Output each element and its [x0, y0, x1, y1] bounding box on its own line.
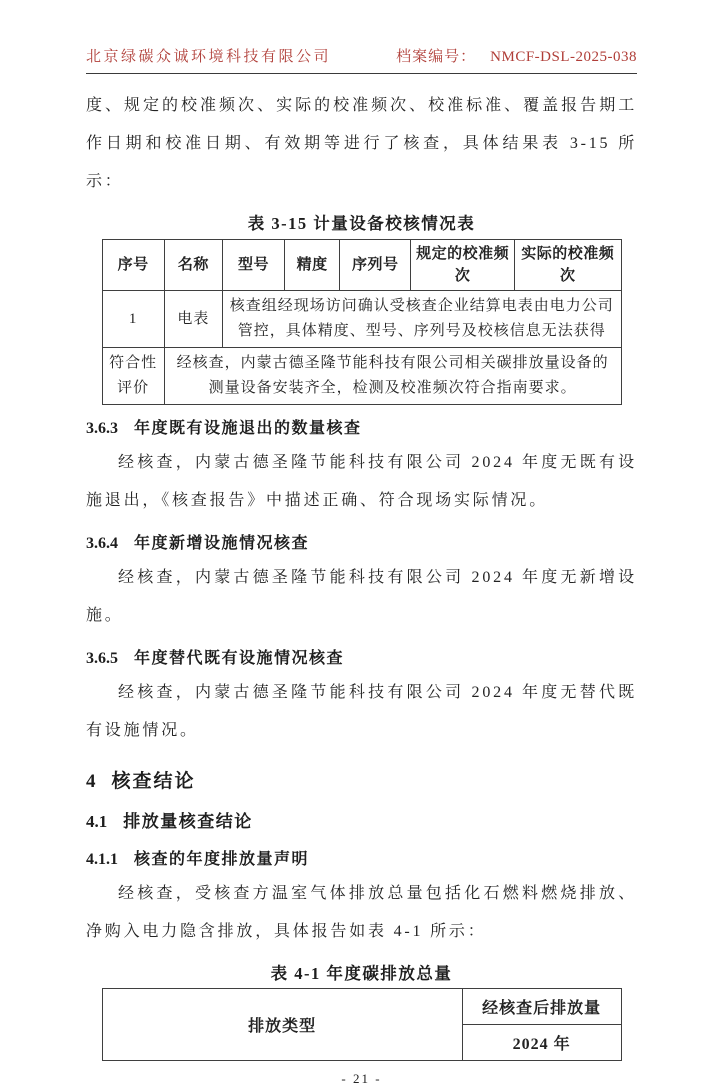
section-title: 年度新增设施情况核查 [134, 535, 310, 552]
table-4-1-title: 表 4-1 年度碳排放总量 [270, 964, 453, 983]
section-heading-3-6-3 [86, 415, 637, 438]
table-3-15-header-row [102, 240, 621, 291]
table-3-15-row2-note: 经核查，内蒙古德圣隆节能科技有限公司相关碳排放量设备的测量设备安装齐全，检测及校准频次符合指南要求。 [164, 348, 621, 405]
section-title: 核查结论 [111, 771, 196, 792]
section-number: 4 [86, 771, 96, 792]
section-number: 3.6.3 [86, 420, 118, 437]
section-4-1-1-paragraph: 经核查，受核查方温室气体排放总量包括化石燃料燃烧排放、净购入电力隐含排放，具体报告如表 4-1 所示： [86, 885, 637, 940]
header-archive-label: 档案编号： [396, 49, 477, 65]
section-number: 3.6.4 [86, 535, 118, 552]
section-number: 4.1 [86, 812, 108, 831]
table-3-15-header-model: 型号 [222, 240, 284, 291]
header-archive [396, 45, 637, 66]
page-footer [0, 1071, 723, 1087]
table-3-15-header-serial-no: 序列号 [340, 240, 411, 291]
table-row [102, 291, 621, 348]
section-title: 年度替代既有设施情况核查 [134, 650, 345, 667]
table-4-1-emission-type-header: 排放类型 [102, 989, 462, 1061]
table-3-15-header-required-freq: 规定的校准频次 [411, 240, 515, 291]
table-3-15-row1-note: 核查组经现场访问确认受核查企业结算电表由电力公司管控，具体精度、型号、序列号及校核信息无法获得 [222, 291, 621, 348]
section-3-6-5-paragraph: 经核查，内蒙古德圣隆节能科技有限公司 2024 年度无替代既有设施情况。 [86, 684, 637, 739]
section-heading-4-1 [86, 807, 637, 832]
table-3-15-title: 表 3-15 计量设备校核情况表 [247, 214, 476, 233]
section-3-6-4-paragraph: 经核查，内蒙古德圣隆节能科技有限公司 2024 年度无新增设施。 [86, 569, 637, 624]
table-3-15 [102, 239, 622, 405]
table-4-1 [102, 988, 622, 1061]
section-heading-3-6-4 [86, 530, 637, 553]
page-header [86, 0, 637, 74]
table-row [102, 348, 621, 405]
section-title: 排放量核查结论 [123, 812, 253, 831]
table-3-15-row1-no: 1 [102, 291, 164, 348]
chapter-heading-4 [86, 766, 637, 793]
section-number: 4.1.1 [86, 851, 118, 868]
section-title: 年度既有设施退出的数量核查 [134, 420, 362, 437]
document-body [86, 87, 637, 1061]
section-heading-3-6-5 [86, 645, 637, 668]
section-heading-4-1-1 [86, 846, 637, 869]
header-company-name: 北京绿碳众诚环境科技有限公司 [86, 49, 332, 65]
table-4-1-year-header: 2024 年 [462, 1025, 621, 1061]
table-3-15-header-serial: 序号 [102, 240, 164, 291]
table-3-15-header-actual-freq: 实际的校准频次 [515, 240, 621, 291]
table-row [102, 989, 621, 1025]
intro-paragraph: 度、规定的校准频次、实际的校准频次、校准标准、覆盖报告期工作日期和校准日期、有效期等进行了核查，具体结果表 3-15 所示： [86, 97, 637, 190]
table-3-15-row2-label: 符合性评价 [102, 348, 164, 405]
section-number: 3.6.5 [86, 650, 118, 667]
table-3-15-row1-name: 电表 [164, 291, 222, 348]
table-4-1-verified-emission-header: 经核查后排放量 [462, 989, 621, 1025]
section-3-6-3-paragraph: 经核查，内蒙古德圣隆节能科技有限公司 2024 年度无既有设施退出，《核查报告》中描述正确、符合现场实际情况。 [86, 454, 637, 509]
header-archive-number: NMCF-DSL-2025-038 [490, 49, 637, 65]
section-title: 核查的年度排放量声明 [134, 851, 310, 868]
page-number: - 21 - [341, 1071, 382, 1086]
table-3-15-header-precision: 精度 [285, 240, 340, 291]
table-3-15-header-name: 名称 [164, 240, 222, 291]
